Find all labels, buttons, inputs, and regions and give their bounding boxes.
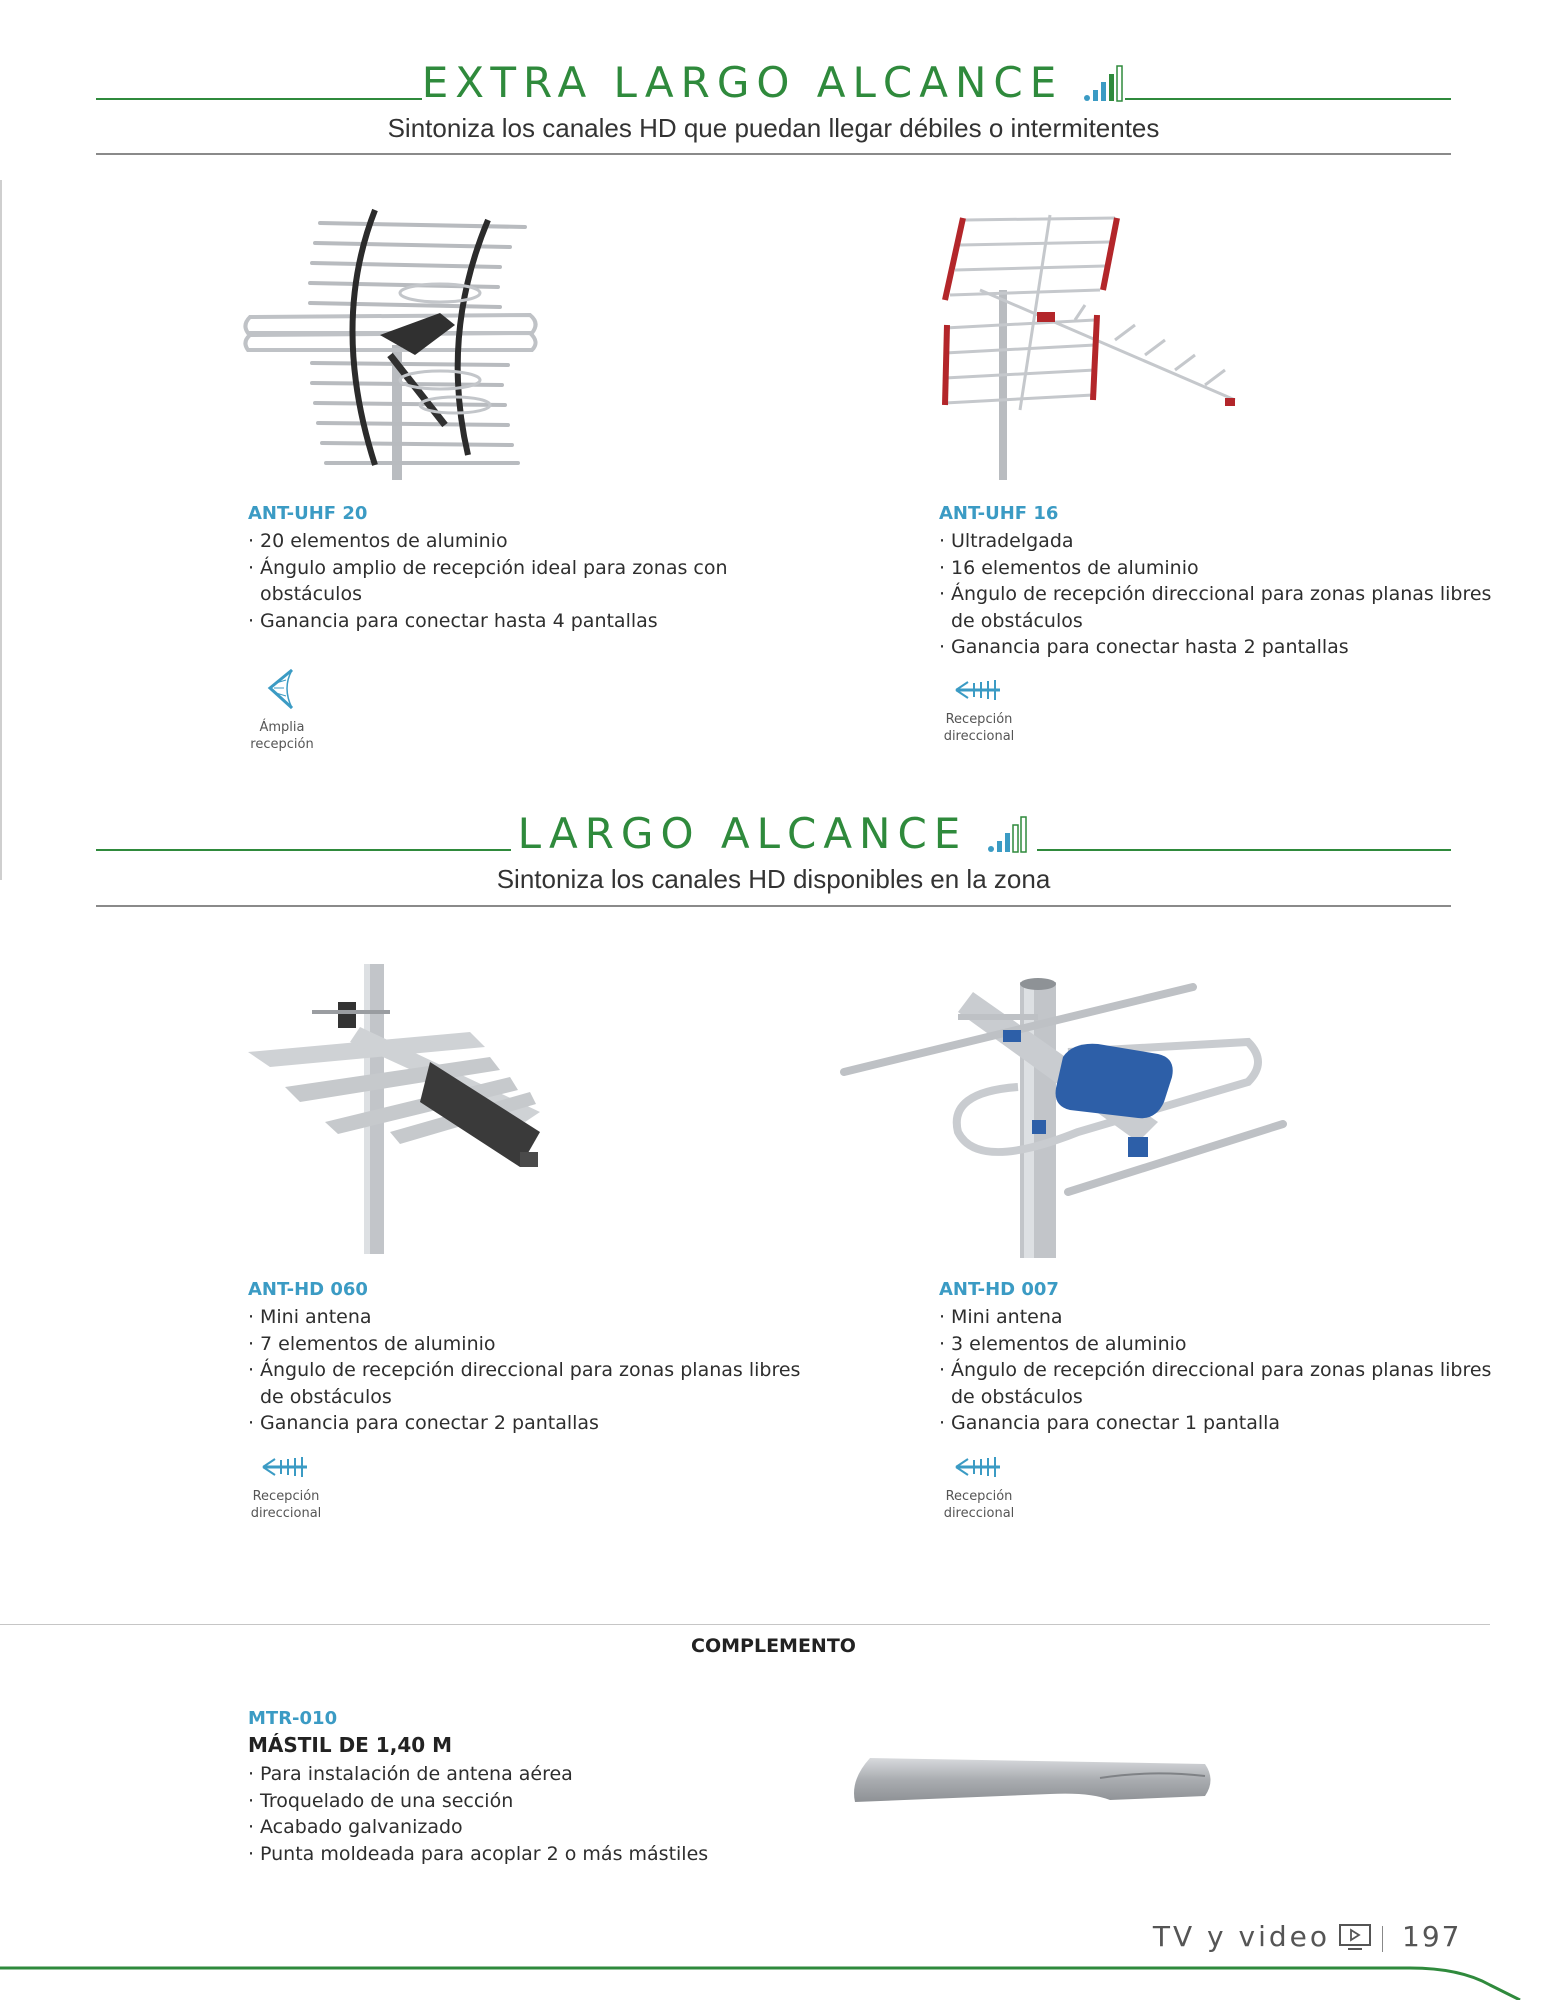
feature-item: · 20 elementos de aluminio	[248, 528, 808, 555]
feature-item: · Ultradelgada	[939, 528, 1499, 555]
product-ant-hd007	[939, 1279, 1499, 1437]
page-edge-bar	[0, 180, 2, 880]
feature-item: · Ángulo de recepción direccional para zonas planas libres de obstáculos	[248, 1357, 808, 1410]
feature-item: · 3 elementos de aluminio	[939, 1331, 1499, 1358]
subtitle-rule	[96, 905, 1451, 907]
product-ant-uhf16	[939, 503, 1499, 661]
signal-bars-icon	[1083, 64, 1125, 102]
footer-category-label: TV y video	[1152, 1920, 1330, 1953]
feature-item: · Ángulo de recepción direccional para zonas planas libres de obstáculos	[939, 581, 1499, 634]
product-sku: ANT-HD 060	[248, 1279, 368, 1300]
section-title-text: LARGO ALCANCE	[517, 809, 968, 858]
feature-list	[248, 528, 808, 634]
section-subtitle: Sintoniza los canales HD que puedan llegar débiles o intermitentes	[387, 113, 1160, 143]
badge-caption-line: direccional	[943, 729, 1015, 744]
feature-item: · Ángulo amplio de recepción ideal para zonas con obstáculos	[248, 555, 808, 608]
mast-image	[850, 1750, 1220, 1810]
wide-reception-icon	[262, 668, 302, 710]
product-ant-uhf20	[248, 503, 808, 634]
badge-caption	[237, 719, 327, 753]
product-mtr010	[248, 1708, 848, 1867]
feature-item: · Ganancia para conectar 2 pantallas	[248, 1410, 808, 1437]
badge-caption-line: Ámplia	[259, 720, 305, 735]
feature-item: · Ganancia para conectar hasta 2 pantallas	[939, 634, 1499, 661]
badge-caption	[934, 1488, 1024, 1522]
feature-item: · Punta moldeada para acoplar 2 o más mástiles	[248, 1841, 848, 1868]
directional-reception-icon	[954, 1455, 1004, 1479]
section-title-extra-largo	[0, 58, 1547, 107]
product-sku: MTR-010	[248, 1708, 338, 1729]
signal-bars-icon	[987, 815, 1029, 853]
feature-item: · 16 elementos de aluminio	[939, 555, 1499, 582]
page-number: 197	[1402, 1920, 1462, 1953]
antenna-hd060-image	[240, 962, 550, 1258]
badge-directional-reception	[934, 1455, 1024, 1522]
section-title-largo	[0, 809, 1547, 858]
complement-rule	[0, 1624, 1490, 1625]
antenna-uhf16-image	[935, 210, 1255, 480]
feature-item: · Ganancia para conectar 1 pantalla	[939, 1410, 1499, 1437]
feature-list	[939, 1304, 1499, 1437]
badge-directional-reception	[241, 1455, 331, 1522]
badge-wide-reception	[237, 668, 327, 753]
product-sku: ANT-HD 007	[939, 1279, 1059, 1300]
badge-directional-reception	[934, 678, 1024, 745]
feature-item: · Mini antena	[939, 1304, 1499, 1331]
section-title-text: EXTRA LARGO ALCANCE	[421, 58, 1064, 107]
subtitle-rule	[96, 153, 1451, 155]
antenna-hd007-image	[838, 972, 1298, 1258]
product-name: MÁSTIL DE 1,40 M	[248, 1733, 453, 1757]
product-sku: ANT-UHF 16	[939, 503, 1059, 524]
feature-item: · Ganancia para conectar hasta 4 pantallas	[248, 608, 808, 635]
badge-caption-line: direccional	[943, 1506, 1015, 1521]
feature-item: · Mini antena	[248, 1304, 808, 1331]
antenna-uhf20-image	[240, 205, 550, 485]
feature-item: · 7 elementos de aluminio	[248, 1331, 808, 1358]
product-sku: ANT-UHF 20	[248, 503, 368, 524]
badge-caption-line: recepción	[250, 737, 314, 752]
footer-swoosh	[0, 1935, 1547, 2000]
product-ant-hd060	[248, 1279, 808, 1437]
feature-list	[248, 1761, 848, 1867]
badge-caption-line: Recepción	[945, 712, 1013, 727]
badge-caption-line: direccional	[250, 1506, 322, 1521]
feature-list	[939, 528, 1499, 661]
complement-title: COMPLEMENTO	[691, 1635, 856, 1657]
feature-item: · Para instalación de antena aérea	[248, 1761, 848, 1788]
feature-list	[248, 1304, 808, 1437]
badge-caption-line: Recepción	[252, 1489, 320, 1504]
badge-caption-line: Recepción	[945, 1489, 1013, 1504]
badge-caption	[241, 1488, 331, 1522]
section-subtitle: Sintoniza los canales HD disponibles en la zona	[496, 864, 1051, 894]
feature-item: · Troquelado de una sección	[248, 1788, 848, 1815]
feature-item: · Acabado galvanizado	[248, 1814, 848, 1841]
directional-reception-icon	[261, 1455, 311, 1479]
directional-reception-icon	[954, 678, 1004, 702]
badge-caption	[934, 711, 1024, 745]
feature-item: · Ángulo de recepción direccional para zonas planas libres de obstáculos	[939, 1357, 1499, 1410]
